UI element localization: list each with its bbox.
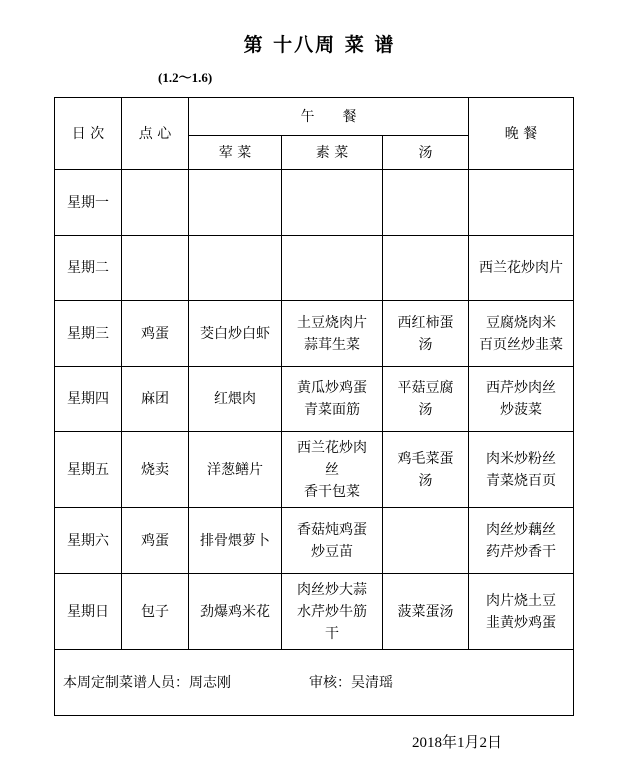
dish-line: 肉丝炒藕丝 — [486, 521, 557, 538]
table-row — [55, 508, 574, 574]
dish-line: 炒菠菜 — [500, 402, 543, 418]
header-day: 日 次 — [55, 98, 122, 170]
veg-cell — [282, 236, 383, 301]
dish-line: 西芹炒肉丝 — [486, 380, 557, 396]
footer-cell — [55, 650, 574, 716]
table-row — [55, 367, 574, 432]
header-lunch: 午 餐 — [189, 98, 469, 136]
snack-cell: 烧卖 — [122, 432, 189, 508]
table-row — [55, 236, 574, 301]
footer-row — [55, 650, 574, 716]
dish-line: 肉片烧土豆 — [486, 592, 557, 609]
veg-cell — [282, 170, 383, 236]
snack-cell — [122, 236, 189, 301]
soup-cell — [383, 170, 469, 236]
day-cell: 星期一 — [55, 170, 122, 236]
meat-cell: 劲爆鸡米花 — [189, 574, 282, 650]
planner-label: 本周定制菜谱人员： — [63, 674, 189, 691]
day-cell: 星期二 — [55, 236, 122, 301]
dish-line: 汤 — [418, 472, 433, 489]
dish-line: 香干包菜 — [304, 483, 360, 500]
meat-cell — [189, 236, 282, 301]
issue-date: 2018年1月2日 — [412, 735, 503, 751]
dish-line: 干 — [325, 625, 339, 642]
snack-cell: 鸡蛋 — [122, 508, 189, 574]
dinner-cell — [469, 367, 574, 432]
day-cell: 星期四 — [55, 367, 122, 432]
dish-line: 蒜茸生菜 — [304, 336, 360, 353]
dinner-cell — [469, 508, 574, 574]
veg-cell — [282, 574, 383, 650]
dish-line: 香菇炖鸡蛋 — [297, 521, 367, 538]
dinner-cell — [469, 574, 574, 650]
planner-name: 周志刚 — [189, 674, 231, 691]
dish-line: 西兰花炒肉 — [297, 439, 367, 456]
header-soup: 汤 — [383, 136, 469, 170]
header-row-top — [55, 98, 574, 136]
dish-line: 丝 — [325, 461, 339, 478]
meat-cell: 红煨肉 — [189, 367, 282, 432]
snack-cell: 鸡蛋 — [122, 301, 189, 367]
soup-cell — [383, 236, 469, 301]
menu-table — [54, 97, 574, 716]
table-row — [55, 301, 574, 367]
dish-line: 青菜烧百页 — [486, 472, 557, 489]
dish-line: 西红柿蛋 — [397, 314, 454, 331]
veg-cell — [282, 508, 383, 574]
dinner-cell — [469, 236, 574, 301]
soup-cell — [383, 508, 469, 574]
veg-cell — [282, 367, 383, 432]
dish-line: 土豆烧肉片 — [297, 314, 367, 331]
table-row — [55, 574, 574, 650]
soup-cell — [383, 367, 469, 432]
day-cell: 星期五 — [55, 432, 122, 508]
dish-line: 水芹炒牛筋 — [297, 603, 367, 620]
dinner-cell — [469, 301, 574, 367]
soup-cell — [383, 432, 469, 508]
meat-cell — [189, 170, 282, 236]
snack-cell: 包子 — [122, 574, 189, 650]
header-snack: 点 心 — [122, 98, 189, 170]
meat-cell: 排骨煨萝卜 — [189, 508, 282, 574]
header-meat: 荤 菜 — [189, 136, 282, 170]
day-cell: 星期六 — [55, 508, 122, 574]
table-row — [55, 432, 574, 508]
meat-cell: 茭白炒白虾 — [189, 301, 282, 367]
soup-cell — [383, 574, 469, 650]
dish-line: 肉丝炒大蒜 — [297, 581, 367, 598]
approver-name: 吴清瑶 — [351, 674, 393, 691]
dish-line: 炒豆苗 — [311, 543, 353, 560]
dinner-cell — [469, 432, 574, 508]
table-row — [55, 170, 574, 236]
dish-line: 豆腐烧肉米 — [486, 314, 557, 331]
soup-cell — [383, 301, 469, 367]
dish-line: 韭黄炒鸡蛋 — [486, 614, 557, 631]
snack-cell: 麻团 — [122, 367, 189, 432]
dish-line: 青菜面筋 — [304, 402, 360, 418]
day-cell: 星期日 — [55, 574, 122, 650]
header-dinner: 晚 餐 — [469, 98, 574, 170]
day-cell: 星期三 — [55, 301, 122, 367]
dish-line: 西兰花炒肉片 — [479, 260, 564, 276]
dish-line: 药芹炒香干 — [486, 543, 557, 560]
dish-line: 平菇豆腐 — [397, 380, 454, 396]
snack-cell — [122, 170, 189, 236]
date-range: (1.2～1.6) — [158, 70, 213, 85]
veg-cell — [282, 301, 383, 367]
dish-line: 鸡毛菜蛋 — [397, 450, 454, 467]
dish-line: 汤 — [418, 402, 433, 418]
dish-line: 黄瓜炒鸡蛋 — [297, 380, 367, 396]
page-title: 第 十八周 菜 谱 — [243, 34, 396, 56]
header-veg: 素 菜 — [282, 136, 383, 170]
veg-cell — [282, 432, 383, 508]
dish-line: 菠菜蛋汤 — [397, 603, 454, 620]
dinner-cell — [469, 170, 574, 236]
dish-line: 百页丝炒韭菜 — [479, 336, 564, 353]
dish-line: 肉米炒粉丝 — [486, 450, 557, 467]
approver-label: 审核： — [309, 674, 351, 691]
meat-cell: 洋葱鳝片 — [189, 432, 282, 508]
dish-line: 汤 — [418, 336, 433, 353]
